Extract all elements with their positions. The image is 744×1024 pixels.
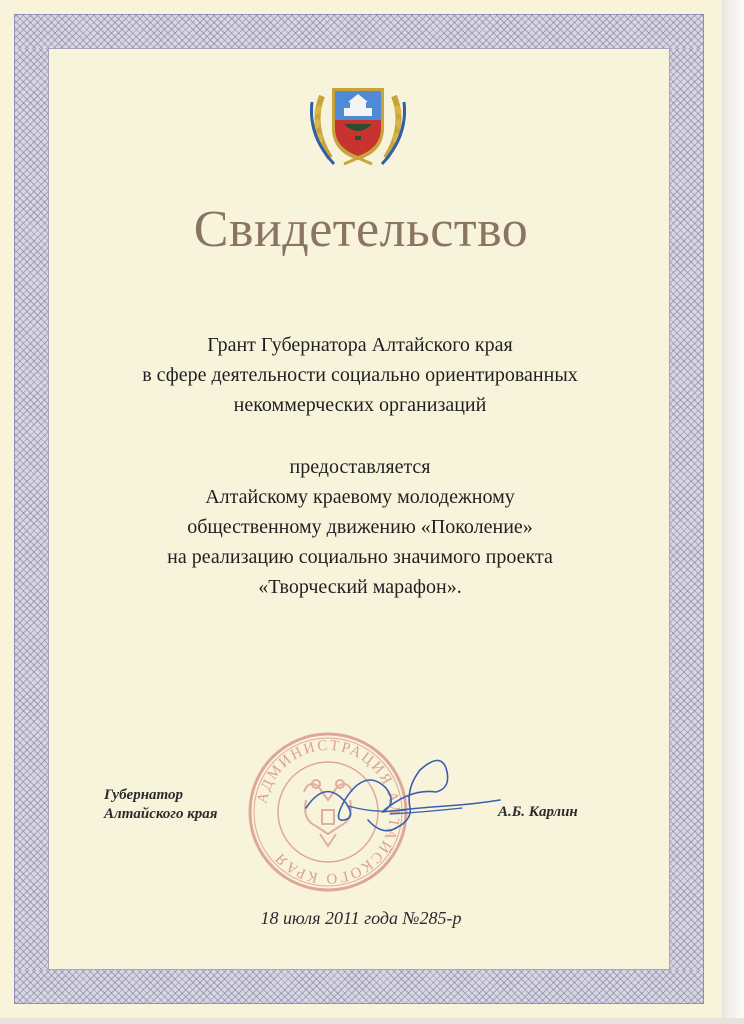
signatory-name: А.Б. Карлин	[498, 804, 578, 820]
award-line: Алтайскому краевому молодежному	[205, 486, 515, 508]
order-date: 18 июля 2011 года №285-р	[260, 908, 462, 928]
seal-text: АДМИНИСТРАЦИЯ АЛТАЙСКОГО КРАЯ	[254, 737, 403, 887]
grant-line: в сфере деятельности социально ориентированных	[142, 364, 578, 386]
grant-line: некоммерческих организаций	[233, 394, 487, 416]
award-line: предоставляется	[289, 456, 431, 478]
award-line: «Творческий марафон».	[258, 576, 462, 598]
page-bottom-edge	[0, 1018, 744, 1024]
coat-of-arms-emblem	[304, 66, 412, 174]
award-line: на реализацию социально значимого проекта	[167, 546, 553, 568]
signatory-title-line: Алтайского края	[104, 806, 218, 822]
award-description	[60, 452, 660, 602]
handwritten-signature	[286, 748, 506, 858]
signatory-title-line: Губернатор	[104, 787, 184, 803]
grant-line: Грант Губернатора Алтайского края	[207, 334, 513, 356]
signatory-title	[104, 786, 218, 824]
grant-description	[60, 330, 660, 420]
award-line: общественному движению «Поколение»	[187, 516, 533, 538]
certificate-title: Свидетельство	[193, 201, 529, 258]
page-edge	[722, 0, 744, 1024]
